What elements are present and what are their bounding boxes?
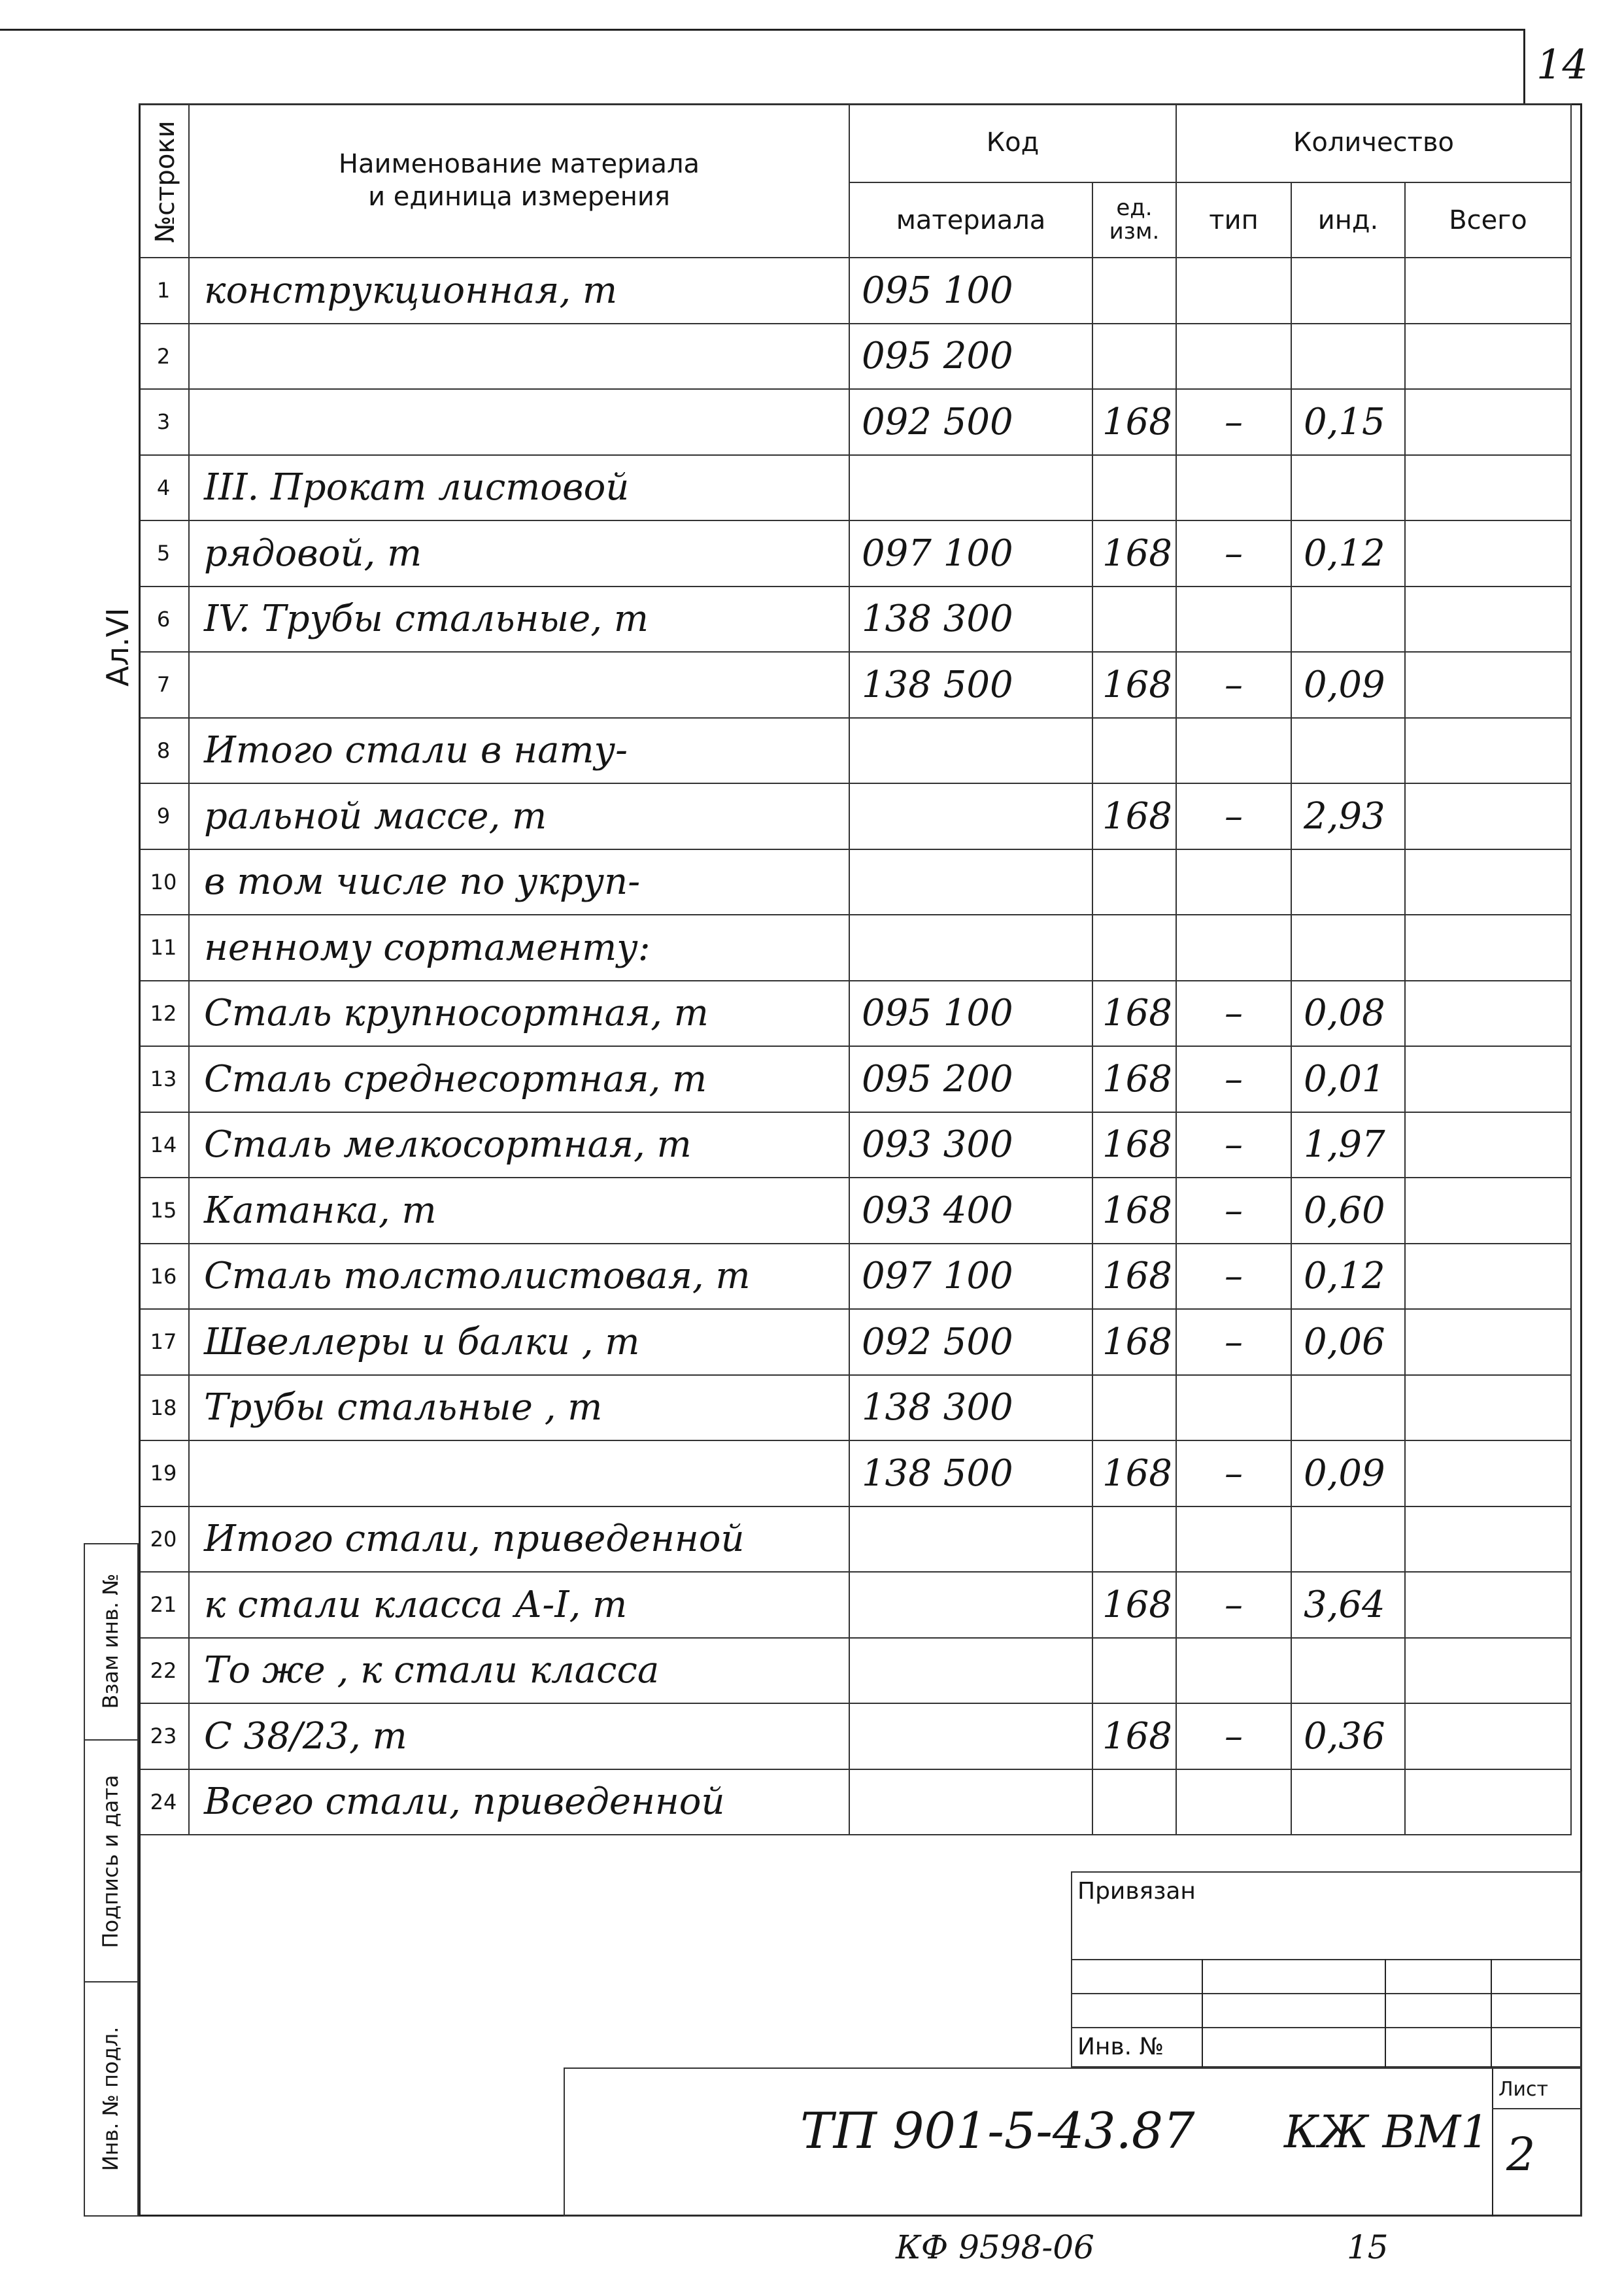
qty-type: –	[1177, 1573, 1292, 1639]
material-name: Сталь толстолистовая, т	[190, 1244, 850, 1310]
qty-ind	[1292, 1639, 1406, 1705]
material-name: То же , к стали класса	[190, 1639, 850, 1705]
unit-code	[1093, 587, 1177, 653]
unit-code: 168	[1093, 1704, 1177, 1770]
material-code	[850, 719, 1093, 785]
material-code: 095 200	[850, 1047, 1093, 1113]
qty-ind	[1292, 456, 1406, 522]
unit-code: 168	[1093, 1113, 1177, 1179]
qty-ind: 3,64	[1292, 1573, 1406, 1639]
header-qty-ind: инд.	[1292, 183, 1406, 258]
qty-total	[1406, 1113, 1572, 1179]
material-name	[190, 653, 850, 719]
material-name: Сталь крупносортная, т	[190, 981, 850, 1047]
row-number: 18	[139, 1376, 190, 1442]
header-quantity: Количество	[1177, 103, 1572, 183]
qty-total	[1406, 1376, 1572, 1442]
row-number: 11	[139, 915, 190, 981]
material-name: III. Прокат листовой	[190, 456, 850, 522]
unit-code: 168	[1093, 1047, 1177, 1113]
qty-type	[1177, 587, 1292, 653]
material-code: 097 100	[850, 521, 1093, 587]
material-name: IV. Трубы стальные, т	[190, 587, 850, 653]
qty-ind	[1292, 719, 1406, 785]
qty-type	[1177, 1639, 1292, 1705]
tb-line	[1492, 2069, 1493, 2217]
qty-type: –	[1177, 1113, 1292, 1179]
tb-line	[1492, 2108, 1582, 2109]
unit-code: 168	[1093, 981, 1177, 1047]
row-number: 1	[139, 258, 190, 324]
stamp-podpis-data: Подпись и дата	[98, 1775, 123, 1948]
qty-total	[1406, 1770, 1572, 1836]
material-code: 092 500	[850, 1310, 1093, 1376]
material-code: 093 300	[850, 1113, 1093, 1179]
material-name: Швеллеры и балки , т	[190, 1310, 850, 1376]
material-name: С 38/23, т	[190, 1704, 850, 1770]
row-number: 19	[139, 1441, 190, 1507]
material-name: в том числе по укруп-	[190, 850, 850, 916]
material-name: к стали класса А-I, т	[190, 1573, 850, 1639]
row-number: 3	[139, 390, 190, 456]
unit-code	[1093, 1507, 1177, 1573]
material-name: Итого стали в нату-	[190, 719, 850, 785]
qty-type	[1177, 719, 1292, 785]
row-number: 14	[139, 1113, 190, 1179]
row-number: 4	[139, 456, 190, 522]
qty-total	[1406, 1441, 1572, 1507]
material-code	[850, 915, 1093, 981]
qty-type: –	[1177, 521, 1292, 587]
tb-line	[1072, 2027, 1582, 2028]
qty-total	[1406, 915, 1572, 981]
qty-ind	[1292, 587, 1406, 653]
qty-ind: 0,15	[1292, 390, 1406, 456]
qty-type: –	[1177, 1178, 1292, 1244]
qty-ind: 0,36	[1292, 1704, 1406, 1770]
unit-code: 168	[1093, 390, 1177, 456]
top-corner-line	[1523, 29, 1525, 105]
qty-ind: 0,12	[1292, 1244, 1406, 1310]
qty-total	[1406, 1507, 1572, 1573]
header-row-number: №строки	[150, 120, 180, 243]
row-number: 6	[139, 587, 190, 653]
unit-code: 168	[1093, 1244, 1177, 1310]
material-code: 138 500	[850, 1441, 1093, 1507]
material-code: 138 300	[850, 587, 1093, 653]
sheet-value: 2	[1506, 2128, 1536, 2181]
qty-ind	[1292, 1507, 1406, 1573]
material-name: ральной массе, т	[190, 784, 850, 850]
qty-ind	[1292, 850, 1406, 916]
qty-type	[1177, 324, 1292, 390]
material-code: 095 100	[850, 258, 1093, 324]
row-number: 16	[139, 1244, 190, 1310]
qty-ind: 1,97	[1292, 1113, 1406, 1179]
unit-code: 168	[1093, 784, 1177, 850]
qty-type: –	[1177, 653, 1292, 719]
material-code: 138 300	[850, 1376, 1093, 1442]
qty-ind: 0,09	[1292, 1441, 1406, 1507]
material-name	[190, 324, 850, 390]
material-code	[850, 1770, 1093, 1836]
designation-code: ТП 901-5-43.87	[800, 2101, 1195, 2160]
qty-ind	[1292, 1376, 1406, 1442]
header-name: Наименование материала и единица измерения	[190, 103, 850, 258]
qty-total	[1406, 324, 1572, 390]
stamp-column	[84, 1543, 139, 2217]
qty-total	[1406, 456, 1572, 522]
header-code-unit: ед. изм.	[1093, 183, 1177, 258]
material-code	[850, 1507, 1093, 1573]
unit-code: 168	[1093, 1310, 1177, 1376]
document-mark: КЖ ВМ1	[1284, 2107, 1489, 2158]
row-number: 22	[139, 1639, 190, 1705]
row-number: 7	[139, 653, 190, 719]
qty-total	[1406, 850, 1572, 916]
unit-code	[1093, 915, 1177, 981]
side-album-label: Ал.VI	[100, 607, 135, 687]
row-number: 9	[139, 784, 190, 850]
qty-total	[1406, 1178, 1572, 1244]
unit-code	[1093, 258, 1177, 324]
unit-code	[1093, 324, 1177, 390]
row-number: 23	[139, 1704, 190, 1770]
qty-total	[1406, 719, 1572, 785]
designation-block	[564, 2067, 1582, 2217]
unit-code	[1093, 456, 1177, 522]
material-name: Сталь мелкосортная, т	[190, 1113, 850, 1179]
material-code: 095 100	[850, 981, 1093, 1047]
material-name: Итого стали, приведенной	[190, 1507, 850, 1573]
qty-ind	[1292, 915, 1406, 981]
qty-type: –	[1177, 1704, 1292, 1770]
row-number: 5	[139, 521, 190, 587]
qty-ind	[1292, 324, 1406, 390]
unit-code	[1093, 1770, 1177, 1836]
unit-code	[1093, 719, 1177, 785]
material-name	[190, 390, 850, 456]
row-number: 15	[139, 1178, 190, 1244]
row-number: 13	[139, 1047, 190, 1113]
qty-total	[1406, 258, 1572, 324]
page-number: 14	[1536, 41, 1588, 88]
material-code	[850, 1639, 1093, 1705]
unit-code: 168	[1093, 653, 1177, 719]
qty-total	[1406, 1704, 1572, 1770]
material-code: 095 200	[850, 324, 1093, 390]
qty-total	[1406, 1639, 1572, 1705]
qty-total	[1406, 981, 1572, 1047]
material-code	[850, 850, 1093, 916]
tb-line	[1202, 1959, 1203, 2067]
table-top-border	[139, 103, 1572, 105]
stamp-vzam-inv: Взам инв. №	[98, 1573, 123, 1709]
table-left-border	[139, 103, 141, 1835]
qty-type	[1177, 1507, 1292, 1573]
qty-type	[1177, 1770, 1292, 1836]
row-number: 24	[139, 1770, 190, 1836]
qty-ind: 0,01	[1292, 1047, 1406, 1113]
qty-total	[1406, 1244, 1572, 1310]
row-number: 20	[139, 1507, 190, 1573]
material-name: ненному сортаменту:	[190, 915, 850, 981]
inv-no-label: Инв. №	[1077, 2033, 1164, 2060]
qty-type	[1177, 1376, 1292, 1442]
qty-ind: 0,09	[1292, 653, 1406, 719]
qty-total	[1406, 390, 1572, 456]
unit-code	[1093, 850, 1177, 916]
sheet-label: Лист	[1498, 2078, 1549, 2101]
material-name: Всего стали, приведенной	[190, 1770, 850, 1836]
header-code-material: материала	[850, 183, 1093, 258]
unit-code: 168	[1093, 521, 1177, 587]
qty-total	[1406, 653, 1572, 719]
material-name: Катанка, т	[190, 1178, 850, 1244]
qty-type: –	[1177, 390, 1292, 456]
qty-ind	[1292, 1770, 1406, 1836]
footer-code: КФ 9598-06	[896, 2228, 1094, 2266]
qty-total	[1406, 1573, 1572, 1639]
qty-type: –	[1177, 1244, 1292, 1310]
footer-page: 15	[1347, 2228, 1389, 2266]
material-code	[850, 784, 1093, 850]
stamp-inv-podl: Инв. № подл.	[98, 2026, 123, 2171]
unit-code: 168	[1093, 1441, 1177, 1507]
tb-line	[1072, 1959, 1582, 1960]
qty-ind: 0,12	[1292, 521, 1406, 587]
row-number: 2	[139, 324, 190, 390]
row-number: 12	[139, 981, 190, 1047]
material-code: 093 400	[850, 1178, 1093, 1244]
material-name: Трубы стальные , т	[190, 1376, 850, 1442]
unit-code	[1093, 1376, 1177, 1442]
material-code: 097 100	[850, 1244, 1093, 1310]
privyazan-block	[1071, 1871, 1582, 2067]
material-code: 092 500	[850, 390, 1093, 456]
qty-type	[1177, 915, 1292, 981]
header-qty-total: Всего	[1406, 183, 1572, 258]
qty-type	[1177, 850, 1292, 916]
qty-type: –	[1177, 981, 1292, 1047]
material-code	[850, 456, 1093, 522]
material-code: 138 500	[850, 653, 1093, 719]
unit-code	[1093, 1639, 1177, 1705]
qty-type	[1177, 258, 1292, 324]
material-name	[190, 1441, 850, 1507]
qty-total	[1406, 521, 1572, 587]
top-border-line	[0, 29, 1523, 31]
qty-type: –	[1177, 784, 1292, 850]
tb-line	[1491, 1959, 1492, 2067]
row-number: 8	[139, 719, 190, 785]
qty-total	[1406, 1310, 1572, 1376]
qty-type: –	[1177, 1441, 1292, 1507]
row-number: 17	[139, 1310, 190, 1376]
qty-ind: 0,06	[1292, 1310, 1406, 1376]
privyazan-label: Привязан	[1077, 1878, 1196, 1905]
qty-ind: 0,08	[1292, 981, 1406, 1047]
qty-total	[1406, 784, 1572, 850]
header-code: Код	[850, 103, 1177, 183]
tb-line	[1385, 1959, 1386, 2067]
qty-total	[1406, 1047, 1572, 1113]
material-name: конструкционная, т	[190, 258, 850, 324]
qty-type	[1177, 456, 1292, 522]
material-code	[850, 1704, 1093, 1770]
qty-ind: 0,60	[1292, 1178, 1406, 1244]
material-code	[850, 1573, 1093, 1639]
qty-type: –	[1177, 1047, 1292, 1113]
material-name: рядовой, т	[190, 521, 850, 587]
qty-ind	[1292, 258, 1406, 324]
qty-total	[1406, 587, 1572, 653]
qty-ind: 2,93	[1292, 784, 1406, 850]
material-name: Сталь среднесортная, т	[190, 1047, 850, 1113]
unit-code: 168	[1093, 1573, 1177, 1639]
tb-line	[1072, 1993, 1582, 1994]
qty-type: –	[1177, 1310, 1292, 1376]
unit-code: 168	[1093, 1178, 1177, 1244]
header-qty-type: тип	[1177, 183, 1292, 258]
row-number: 21	[139, 1573, 190, 1639]
row-number: 10	[139, 850, 190, 916]
